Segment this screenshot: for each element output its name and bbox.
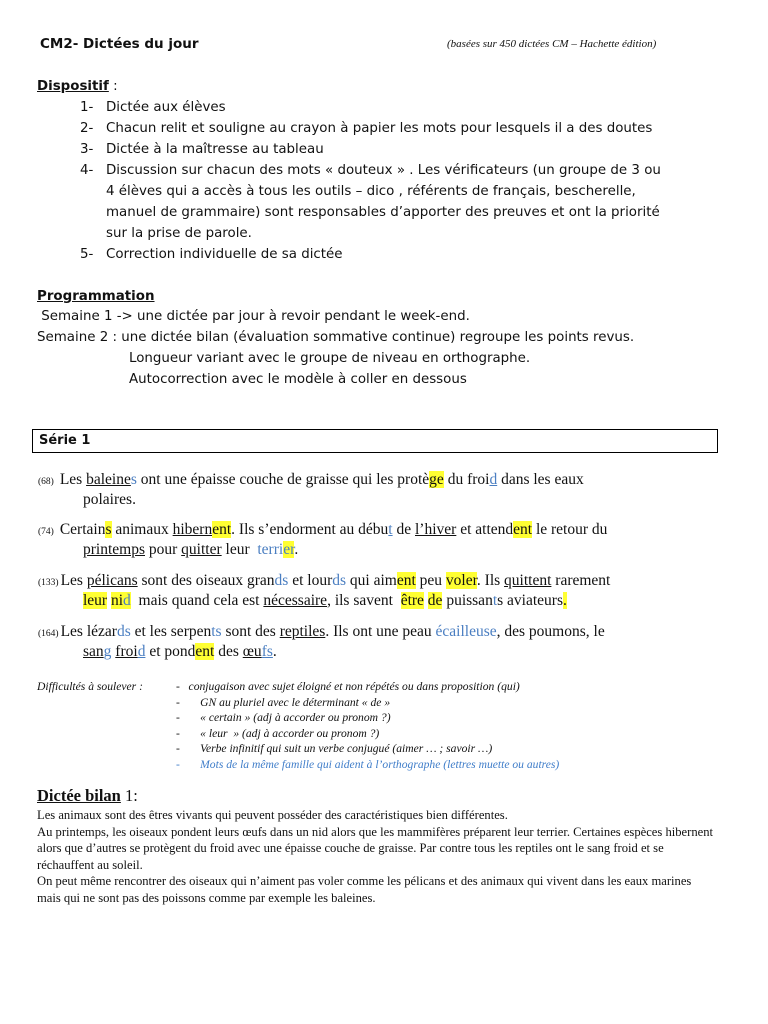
word-blue: terri bbox=[249, 541, 284, 558]
highlight: ni bbox=[110, 592, 124, 609]
difficulte-item: - Mots de la même famille qui aident à l’orthographe (lettres muette ou autres) bbox=[176, 757, 560, 771]
text: de bbox=[392, 521, 415, 538]
step-4-line-3: manuel de grammaire) sont responsables d’apporter des preuves et ont la priorité bbox=[106, 205, 660, 220]
step-text: Dictée aux élèves bbox=[106, 100, 226, 115]
text: s aviateurs bbox=[497, 592, 563, 609]
letter-blue: t bbox=[492, 592, 498, 609]
letter-blue: fs bbox=[261, 643, 273, 660]
step-text: Discussion sur chacun des mots « douteux » . Les vérificateurs (un groupe de 3 ou bbox=[106, 163, 661, 178]
text: , des poumons, le bbox=[496, 623, 605, 640]
text: . bbox=[294, 541, 299, 558]
text: . Ils s’endorment au débu bbox=[231, 521, 389, 538]
dictee-74-line-2 bbox=[83, 540, 298, 560]
programmation-title: Programmation bbox=[37, 289, 155, 304]
text: qui aim bbox=[346, 572, 397, 589]
source-note: (basées sur 450 dictées CM – Hachette édition) bbox=[447, 38, 657, 50]
step-2 bbox=[80, 121, 652, 136]
programmation-line-1: Semaine 1 -> une dictée par jour à revoir pendant le week-end. bbox=[37, 309, 470, 324]
bilan-paragraph: On peut même rencontrer des oiseaux qui n’aiment pas voler comme les pélicans et des animaux qui vivent dans les eaux marines mais qui ne sont pas des poissons comme par exemple les baleines. bbox=[37, 874, 692, 905]
text: et attend bbox=[456, 521, 514, 538]
step-4 bbox=[80, 163, 661, 178]
serie-title: Série 1 bbox=[39, 433, 91, 448]
bilan-text bbox=[37, 807, 717, 906]
step-text: Chacun relit et souligne au crayon à papier les mots pour lesquels il a des doutes bbox=[106, 121, 653, 136]
highlight: ent bbox=[195, 643, 215, 660]
text: . bbox=[272, 643, 277, 660]
dictee-number: (74) bbox=[38, 527, 54, 537]
letter-blue: g bbox=[103, 643, 112, 660]
text: des bbox=[214, 643, 243, 660]
word-blue: écailleuse bbox=[435, 623, 497, 640]
word-underlined: l’hiver bbox=[415, 521, 457, 538]
programmation-line-4: Autocorrection avec le modèle à coller en dessous bbox=[129, 372, 467, 387]
word-underlined: hibern bbox=[172, 521, 213, 538]
programmation-line-3: Longueur variant avec le groupe de niveau en orthographe. bbox=[129, 351, 531, 366]
dispositif-heading bbox=[37, 79, 118, 94]
text: du froi bbox=[443, 471, 490, 488]
step-number: 3- bbox=[80, 142, 94, 157]
page-title: CM2- Dictées du jour bbox=[40, 36, 199, 52]
letter-blue: ds bbox=[274, 572, 289, 589]
text: mais quand cela est bbox=[130, 592, 264, 609]
step-3 bbox=[80, 142, 324, 157]
highlight: leur bbox=[83, 592, 108, 609]
word-underlined: quittent bbox=[504, 572, 552, 589]
text: leur bbox=[221, 541, 250, 558]
difficulte-item: - Verbe infinitif qui suit un verbe conjugué (aimer … ; savoir …) bbox=[176, 742, 493, 755]
text: rarement bbox=[551, 572, 611, 589]
dispositif-title: Dispositif bbox=[37, 79, 109, 94]
step-text: Dictée à la maîtresse au tableau bbox=[106, 142, 324, 157]
letter-blue: d bbox=[489, 471, 498, 488]
highlight: être bbox=[400, 592, 424, 609]
dictee-number: (68) bbox=[38, 477, 54, 487]
highlight: ge bbox=[429, 471, 444, 488]
step-number: 5- bbox=[80, 247, 94, 262]
text: Les lézar bbox=[60, 623, 117, 640]
letter-blue: ds bbox=[332, 572, 347, 589]
dispositif-colon: : bbox=[108, 79, 118, 94]
difficulte-item: - conjugaison avec sujet éloigné et non répétés ou dans proposition (qui) bbox=[176, 680, 520, 693]
letter-blue: t bbox=[388, 521, 393, 538]
text: sont des bbox=[221, 623, 280, 640]
step-number: 2- bbox=[80, 121, 94, 136]
highlight: ent bbox=[513, 521, 533, 538]
dictee-133-line-2 bbox=[83, 591, 567, 611]
text: et lour bbox=[288, 572, 333, 589]
highlight: ent bbox=[212, 521, 232, 538]
dictee-74-line-1 bbox=[38, 520, 607, 542]
word-underlined: san bbox=[83, 643, 104, 660]
difficulte-item: - « leur » (adj à accorder ou pronom ?) bbox=[176, 726, 380, 740]
dictee-number: (164) bbox=[38, 629, 59, 639]
letter-blue: d bbox=[123, 592, 131, 609]
word-underlined: baleine bbox=[86, 471, 131, 488]
highlight: . bbox=[562, 592, 567, 609]
highlight: voler bbox=[445, 572, 477, 589]
highlight: de bbox=[427, 592, 443, 609]
text: , ils savent bbox=[327, 592, 401, 609]
dictee-133-line-1 bbox=[38, 571, 610, 593]
dictee-68-line-1 bbox=[38, 470, 584, 492]
text: le retour du bbox=[532, 521, 608, 538]
letter-blue: s bbox=[130, 471, 137, 488]
highlight: s bbox=[105, 521, 112, 538]
bilan-number: 1: bbox=[120, 786, 138, 805]
highlight: ent bbox=[396, 572, 416, 589]
dictee-68-line-2: polaires. bbox=[83, 491, 136, 508]
text: et les serpen bbox=[130, 623, 212, 640]
difficultes-label: Difficultés à soulever : bbox=[37, 680, 143, 693]
letter-blue: ts bbox=[211, 623, 222, 640]
bilan-title: Dictée bilan bbox=[37, 786, 121, 805]
bilan-paragraph: Les animaux sont des êtres vivants qui peuvent posséder des caractéristiques bien différentes. bbox=[37, 808, 508, 822]
highlight: er bbox=[283, 541, 295, 558]
word-underlined: nécessaire bbox=[263, 592, 328, 609]
word-underlined: froi bbox=[115, 643, 138, 660]
dictee-number: (133) bbox=[38, 578, 59, 588]
step-text: Correction individuelle de sa dictée bbox=[106, 247, 343, 262]
text: peu bbox=[415, 572, 446, 589]
word-underlined: reptiles bbox=[279, 623, 326, 640]
step-4-line-2: 4 élèves qui a accès à tous les outils – dico , référents de français, bescherelle, bbox=[106, 184, 636, 199]
text: . Ils ont une peau bbox=[325, 623, 436, 640]
programmation-line-2: Semaine 2 : une dictée bilan (évaluation sommative continue) regroupe les points revus. bbox=[37, 330, 635, 345]
step-1 bbox=[80, 100, 226, 115]
word-underlined: pélicans bbox=[86, 572, 138, 589]
text: ont une épaisse couche de graisse qui les protè bbox=[136, 471, 430, 488]
dictee-164-line-2 bbox=[83, 642, 277, 662]
serie-box bbox=[32, 429, 718, 453]
text: puissan bbox=[442, 592, 493, 609]
bilan-paragraph: Au printemps, les oiseaux pondent leurs œufs dans un nid alors que les mammifères préparent leur terrier. Certaines espèces hibernent alors que d’autres se protègent du froid avec une épaisse couche de graisse. Par contre tous les reptiles ont le sang froid et se réchauffent au soleil. bbox=[37, 824, 714, 872]
text: Les bbox=[60, 572, 87, 589]
text: sont des oiseaux gran bbox=[137, 572, 275, 589]
step-number: 4- bbox=[80, 163, 94, 178]
dictee-164-line-1 bbox=[38, 622, 605, 644]
text: pour bbox=[145, 541, 182, 558]
word-underlined: quitter bbox=[181, 541, 222, 558]
step-4-line-4: sur la prise de parole. bbox=[106, 226, 252, 241]
bilan-heading bbox=[37, 786, 138, 806]
text: Certain bbox=[59, 521, 106, 538]
text: Les bbox=[59, 471, 87, 488]
text: dans les eaux bbox=[497, 471, 584, 488]
difficulte-item: - GN au pluriel avec le déterminant « de » bbox=[176, 695, 391, 709]
difficulte-item: - « certain » (adj à accorder ou pronom ?) bbox=[176, 711, 391, 724]
text: . Ils bbox=[476, 572, 505, 589]
word-underlined: printemps bbox=[83, 541, 145, 558]
text: animaux bbox=[111, 521, 173, 538]
text: et pond bbox=[145, 643, 196, 660]
word-underlined: œu bbox=[242, 643, 262, 660]
letter-blue: d bbox=[137, 643, 146, 660]
step-number: 1- bbox=[80, 100, 94, 115]
letter-blue: ds bbox=[116, 623, 131, 640]
step-5 bbox=[80, 247, 343, 262]
